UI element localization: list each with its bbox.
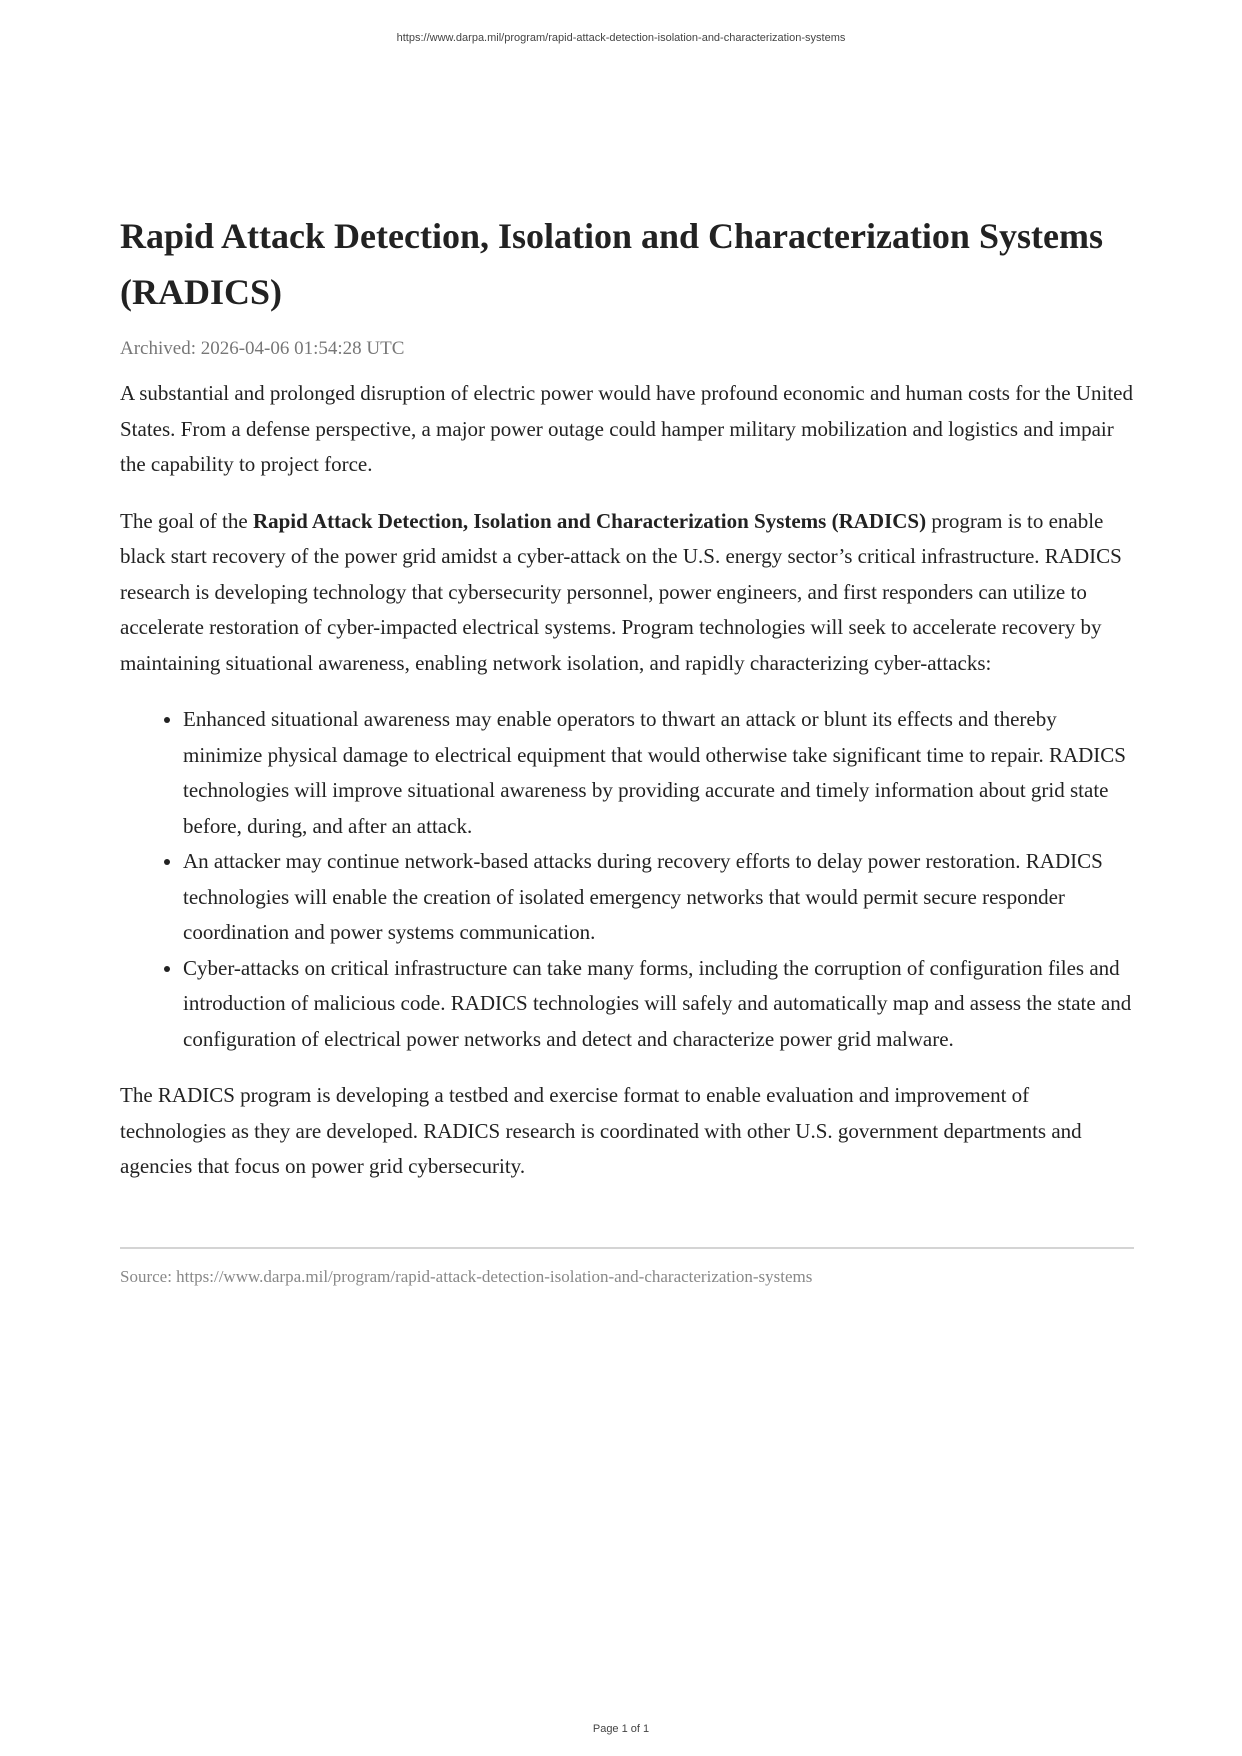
paragraph-goal	[120, 504, 1134, 682]
header-url: https://www.darpa.mil/program/rapid-attack-detection-isolation-and-characterization-systems	[396, 32, 846, 44]
archived-timestamp: Archived: 2026-04-06 01:54:28 UTC	[120, 338, 405, 359]
page-number: Page 1 of 1	[592, 1723, 650, 1735]
goal-text-post: program is to enable black start recovery of the power grid amidst a cyber-attack on the U.S. energy sector’s critical infrastructure. RADICS research is developing technology that cybersecurity personnel, power engineers, and first responders can utilize to accelerate restoration of cyber-impacted electrical systems. Program technologies will seek to accelerate recovery by maintaining situational awareness, enabling network isolation, and rapidly characterizing cyber-attacks:	[120, 508, 1122, 675]
page-title: Rapid Attack Detection, Isolation and Characterization Systems (RADICS)	[120, 216, 1103, 312]
list-item: • An attacker may continue network-based attacks during recovery efforts to delay power restoration. RADICS technologies will enable the creation of isolated emergency networks that would permit secure responder coordination and power systems communication.	[183, 844, 1134, 951]
paragraph-testbed: The RADICS program is developing a testbed and exercise format to enable evaluation and improvement of technologies as they are developed. RADICS research is coordinated with other U.S. government departments and agencies that focus on power grid cybersecurity.	[120, 1083, 1082, 1178]
program-name-bold: Rapid Attack Detection, Isolation and Characterization Systems (RADICS)	[252, 508, 927, 533]
divider	[120, 1247, 1134, 1249]
list-item: • Cyber-attacks on critical infrastructure can take many forms, including the corruption of configuration files and introduction of malicious code. RADICS technologies will safely and automatically map and assess the state and configuration of electrical power networks and detect and characterize power grid malware.	[183, 951, 1134, 1058]
list-item: • Enhanced situational awareness may enable operators to thwart an attack or blunt its effects and thereby minimize physical damage to electrical equipment that would otherwise take significant time to repair. RADICS technologies will improve situational awareness by providing accurate and timely information about grid state before, during, and after an attack.	[183, 702, 1134, 844]
goal-text-pre: The goal of the	[120, 508, 253, 533]
article	[120, 208, 1134, 1287]
bullet-list	[120, 702, 1134, 1057]
paragraph-intro: A substantial and prolonged disruption of electric power would have profound economic and human costs for the United States. From a defense perspective, a major power outage could hamper military mobilization and logistics and impair the capability to project force.	[120, 381, 1134, 476]
source-link: Source: https://www.darpa.mil/program/rapid-attack-detection-isolation-and-characterization-systems	[120, 1266, 813, 1286]
